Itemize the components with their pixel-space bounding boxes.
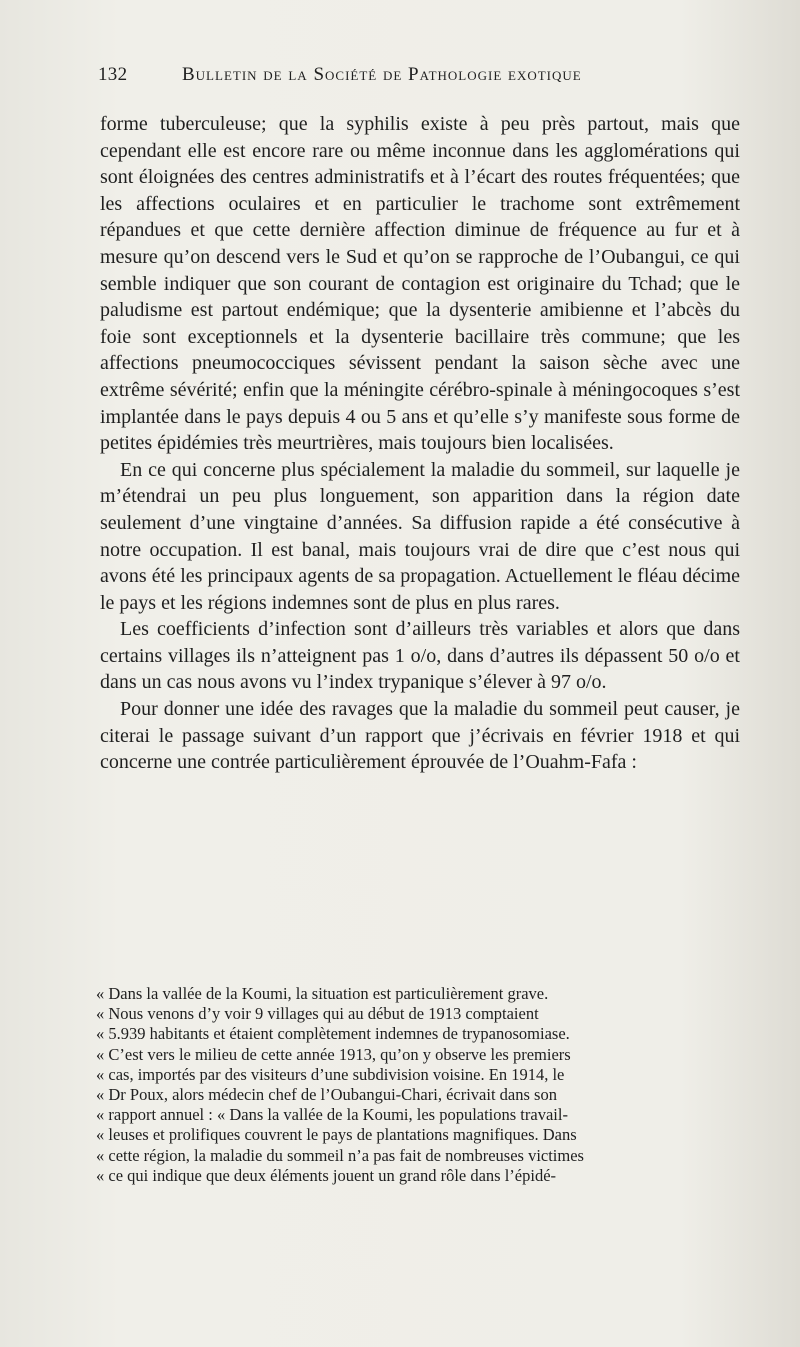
running-header [98,64,728,90]
quote-line: « leuses et prolifiques couvrent le pays de plantations magnifiques. Dans [96,1125,577,1145]
paragraph: forme tuberculeuse; que la syphilis existe à peu près partout, mais que cependant elle est encore rare ou même inconnue dans les agglomérations qui sont éloignées des centres administratifs et à l’écart des routes fréquentées; que les affections oculaires et en particulier le trachome sont extrêmement répandues et que cette dernière affection diminue de fréquence au fur et à mesure qu’on descend vers le Sud et qu’on se rapproche de l’Oubangui, ce qui semble indiquer que son courant de contagion est originaire du Tchad; que le paludisme est partout endémique; que la dysenterie amibienne et l’abcès du foie sont exceptionnels et la dysenterie bacillaire très commune; que les affections pneumococciques sévissent pendant la saison sèche avec une extrême sévérité; enfin que la méningite cérébro-spinale à méningocoques s’est implantée dans le pays depuis 4 ou 5 ans et qu’elle s’y manifeste sous forme de petites épidémies très meurtrières, mais toujours bien localisées. [100,113,740,455]
quote-line: « rapport annuel : « Dans la vallée de la Koumi, les populations travail- [96,1105,568,1125]
paragraph: Les coefficients d’infection sont d’ailleurs très variables et alors que dans certains villages ils n’atteignent pas 1 o/o, dans d’autres ils dépassent 50 o/o et dans un cas nous avons vu l’index trypanique s’élever à 97 o/o. [100,618,740,694]
quote-line: « Nous venons d’y voir 9 villages qui au début de 1913 comptaient [96,1004,539,1024]
paragraph: En ce qui concerne plus spécialement la maladie du sommeil, sur laquelle je m’étendrai un peu plus longuement, son apparition dans la région date seulement d’une vingtaine d’années. Sa diffusion rapide a été consécutive à notre occupation. Il est banal, mais toujours vrai de dire que c’est nous qui avons été les principaux agents de sa propagation. Actuellement le fléau décime le pays et les régions indemnes sont de plus en plus rares. [100,458,740,614]
quote-line: « cas, importés par des visiteurs d’une subdivision voisine. En 1914, le [96,1064,565,1084]
body-text [100,111,740,776]
quote-line: « Dans la vallée de la Koumi, la situation est particulièrement grave. [96,984,549,1003]
page-number: 132 [98,64,128,85]
quote-line: « ce qui indique que deux éléments jouent un grand rôle dans l’épidé- [96,1165,557,1185]
quote-line: « 5.939 habitants et étaient complètement indemnes de trypanosomiase. [96,1024,570,1044]
quote-line: « C’est vers le milieu de cette année 1913, qu’on y observe les premiers [96,1044,571,1064]
journal-title: Bulletin de la Société de Pathologie exotique [182,64,582,85]
quote-line: « Dr Poux, alors médecin chef de l’Oubangui-Chari, écrivait dans son [96,1085,557,1105]
paragraph: Pour donner une idée des ravages que la maladie du sommeil peut causer, je citerai le passage suivant d’un rapport que j’écrivais en février 1918 et qui concerne une contrée particulièrement éprouvée de l’Ouahm-Fafa : [100,698,740,774]
quote-line: « cette région, la maladie du sommeil n’a pas fait de nombreuses victimes [96,1145,584,1165]
block-quote [96,984,740,1186]
